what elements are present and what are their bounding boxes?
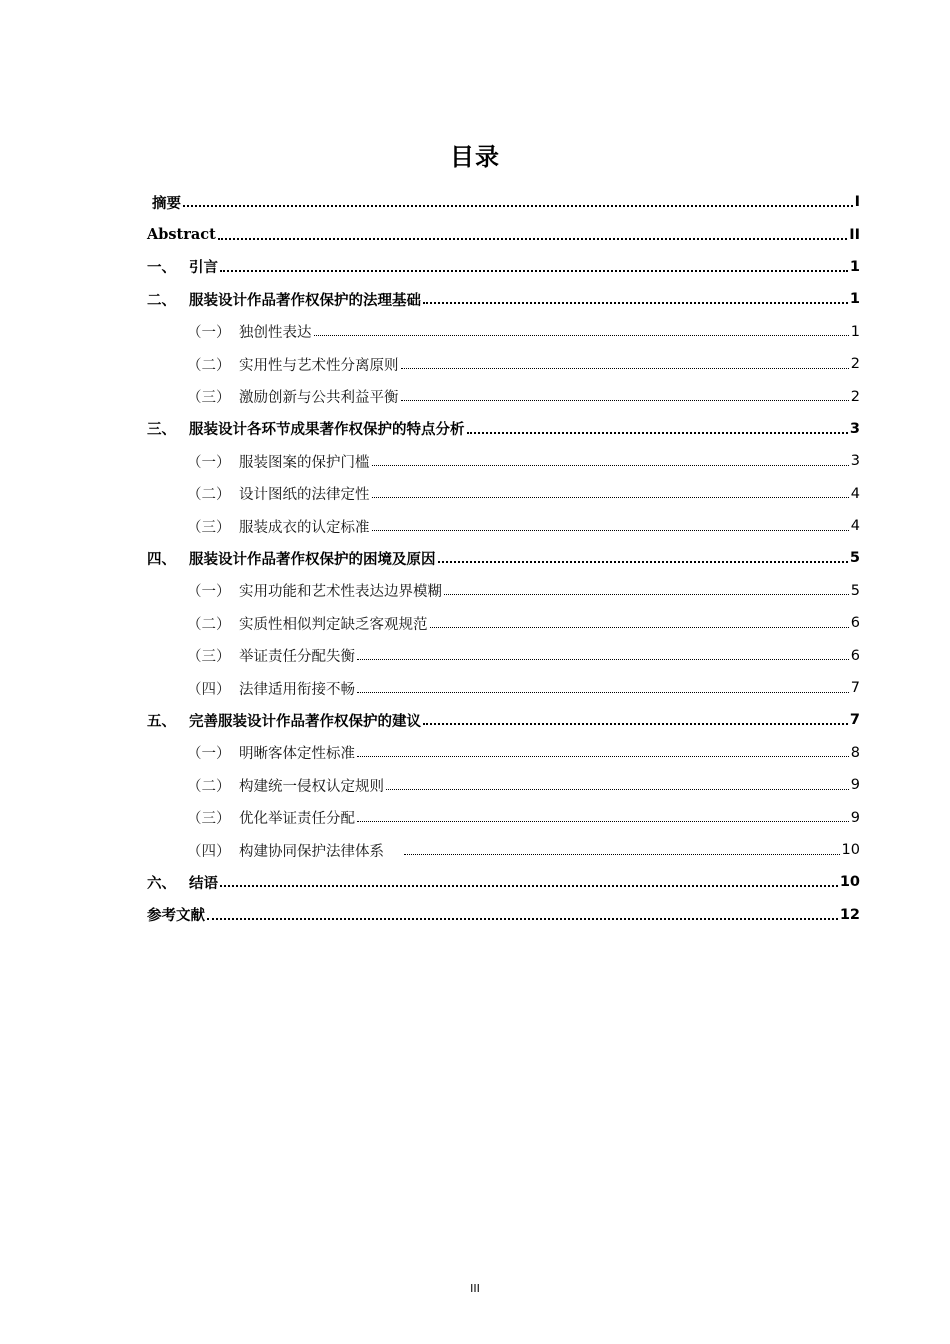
toc-entry-number: 三、	[147, 422, 176, 439]
toc-entry-number: （一）	[187, 325, 231, 342]
toc-entry-number: （三）	[187, 811, 231, 828]
toc-entry-label: 构建统一侵权认定规则	[239, 778, 384, 795]
dot-leader	[404, 854, 840, 855]
dot-leader	[357, 821, 849, 822]
toc-entry-number: （一）	[187, 746, 231, 763]
toc-entry-label: 构建协同保护法律体系	[239, 843, 384, 860]
toc-entry-number: （三）	[187, 649, 231, 666]
dot-leader	[372, 497, 849, 498]
toc-entry-label: 完善服装设计作品著作权保护的建议	[189, 713, 421, 730]
toc-entry-page: 5	[850, 582, 860, 599]
toc-entry-number: 一、	[147, 260, 176, 277]
toc-entry-number: （四）	[187, 843, 231, 860]
toc-entry-number: 五、	[147, 713, 176, 730]
toc-entry-level2[interactable]	[147, 445, 860, 477]
toc-entry-label: 优化举证责任分配	[239, 811, 355, 828]
toc-entry-page: 4	[850, 518, 860, 535]
dot-leader	[220, 885, 838, 887]
toc-entry-level1[interactable]	[147, 218, 860, 250]
toc-entry-page: 3	[849, 420, 860, 437]
toc-entry-level2[interactable]	[147, 769, 860, 801]
toc-entry-level2[interactable]	[147, 607, 860, 639]
toc-entry-level1[interactable]	[147, 899, 860, 931]
toc-entry-page: 10	[841, 842, 860, 858]
toc-entry-level1[interactable]	[147, 704, 860, 736]
toc-entry-level2[interactable]	[147, 575, 860, 607]
toc-entry-level1[interactable]	[147, 251, 860, 283]
dot-leader	[357, 659, 849, 660]
toc-entry-page: 6	[850, 615, 860, 632]
toc-entry-page: 6	[850, 647, 860, 664]
toc-entry-page: 2	[850, 388, 860, 405]
toc-entry-page: 9	[850, 777, 860, 794]
toc-entry-label: 服装图案的保护门槛	[239, 454, 370, 471]
toc-entry-number: （一）	[187, 454, 231, 471]
toc-entry-label: 结语	[189, 875, 218, 892]
toc-entry-number: （二）	[187, 778, 231, 795]
toc-entry-level1[interactable]	[147, 186, 860, 218]
toc-entry-label: 引言	[189, 260, 218, 277]
toc-entry-level2[interactable]	[147, 316, 860, 348]
dot-leader	[207, 918, 838, 920]
toc-entry-page: I	[854, 194, 860, 211]
toc-entry-label: 举证责任分配失衡	[239, 649, 355, 666]
toc-entry-level2[interactable]	[147, 639, 860, 671]
toc-entry-level2[interactable]	[147, 510, 860, 542]
toc-entry-page: 2	[850, 356, 860, 373]
toc-entry-label: 参考文献	[147, 908, 205, 925]
toc-entry-level2[interactable]	[147, 801, 860, 833]
toc-entry-number: 四、	[147, 551, 176, 568]
table-of-contents	[147, 186, 860, 931]
dot-leader	[423, 302, 848, 304]
toc-entry-label: 实用功能和艺术性表达边界模糊	[239, 584, 442, 601]
toc-entry-label: 摘要	[152, 195, 181, 212]
toc-entry-number: 六、	[147, 875, 176, 892]
toc-entry-page: 1	[849, 258, 860, 275]
toc-entry-label: 明晰客体定性标准	[239, 746, 355, 763]
dot-leader	[423, 723, 848, 725]
toc-entry-level1[interactable]	[147, 542, 860, 574]
dot-leader	[386, 789, 849, 790]
toc-entry-level1[interactable]	[147, 866, 860, 898]
toc-entry-label: 激励创新与公共利益平衡	[239, 390, 399, 407]
dot-leader	[438, 561, 848, 563]
toc-entry-page: 5	[849, 550, 860, 567]
toc-entry-number: （三）	[187, 519, 231, 536]
toc-entry-label: 法律适用衔接不畅	[239, 681, 355, 698]
toc-entry-label: 独创性表达	[239, 325, 312, 342]
dot-leader	[430, 627, 849, 628]
toc-entry-number: （四）	[187, 681, 231, 698]
toc-entry-label: 实用性与艺术性分离原则	[239, 357, 399, 374]
toc-entry-level1[interactable]	[147, 283, 860, 315]
toc-entry-number: （二）	[187, 487, 231, 504]
toc-entry-number: 二、	[147, 292, 176, 309]
toc-entry-label: 服装成衣的认定标准	[239, 519, 370, 536]
dot-leader	[218, 238, 847, 240]
toc-entry-page: 8	[850, 744, 860, 761]
toc-entry-label: 服装设计作品著作权保护的法理基础	[189, 292, 421, 309]
dot-leader	[314, 335, 849, 336]
toc-entry-label: 服装设计作品著作权保护的困境及原因	[189, 551, 436, 568]
dot-leader	[357, 756, 849, 757]
toc-entry-page: 10	[839, 874, 860, 891]
toc-entry-page: 12	[839, 906, 860, 923]
toc-entry-page: 4	[850, 485, 860, 502]
toc-entry-label: 设计图纸的法律定性	[239, 487, 370, 504]
dot-leader	[372, 465, 849, 466]
dot-leader	[183, 205, 853, 207]
toc-entry-page: 7	[849, 712, 860, 729]
toc-entry-level2[interactable]	[147, 478, 860, 510]
dot-leader	[467, 432, 848, 434]
toc-entry-level2[interactable]	[147, 834, 860, 866]
dot-leader	[220, 270, 848, 272]
toc-entry-page: 3	[850, 453, 860, 470]
toc-entry-level1[interactable]	[147, 413, 860, 445]
toc-entry-page: 9	[850, 809, 860, 826]
toc-entry-page: II	[849, 226, 860, 243]
toc-entry-label: 服装设计各环节成果著作权保护的特点分析	[189, 422, 465, 439]
toc-entry-page: 1	[850, 323, 860, 340]
dot-leader	[372, 530, 849, 531]
toc-entry-level2[interactable]	[147, 672, 860, 704]
toc-entry-number: （二）	[187, 616, 231, 633]
toc-entry-number: （二）	[187, 357, 231, 374]
dot-leader	[357, 692, 849, 693]
toc-entry-level2[interactable]	[147, 348, 860, 380]
dot-leader	[401, 368, 849, 369]
page-number: III	[470, 1282, 480, 1295]
toc-entry-page: 1	[849, 291, 860, 308]
toc-entry-number: （三）	[187, 390, 231, 407]
toc-entry-number: （一）	[187, 584, 231, 601]
toc-title: 目录	[450, 143, 500, 171]
toc-entry-level2[interactable]	[147, 737, 860, 769]
toc-entry-label: Abstract	[147, 226, 216, 244]
toc-entry-page: 7	[850, 680, 860, 697]
dot-leader	[444, 594, 849, 595]
toc-entry-label: 实质性相似判定缺乏客观规范	[239, 616, 428, 633]
dot-leader	[401, 400, 849, 401]
toc-entry-level2[interactable]	[147, 380, 860, 412]
